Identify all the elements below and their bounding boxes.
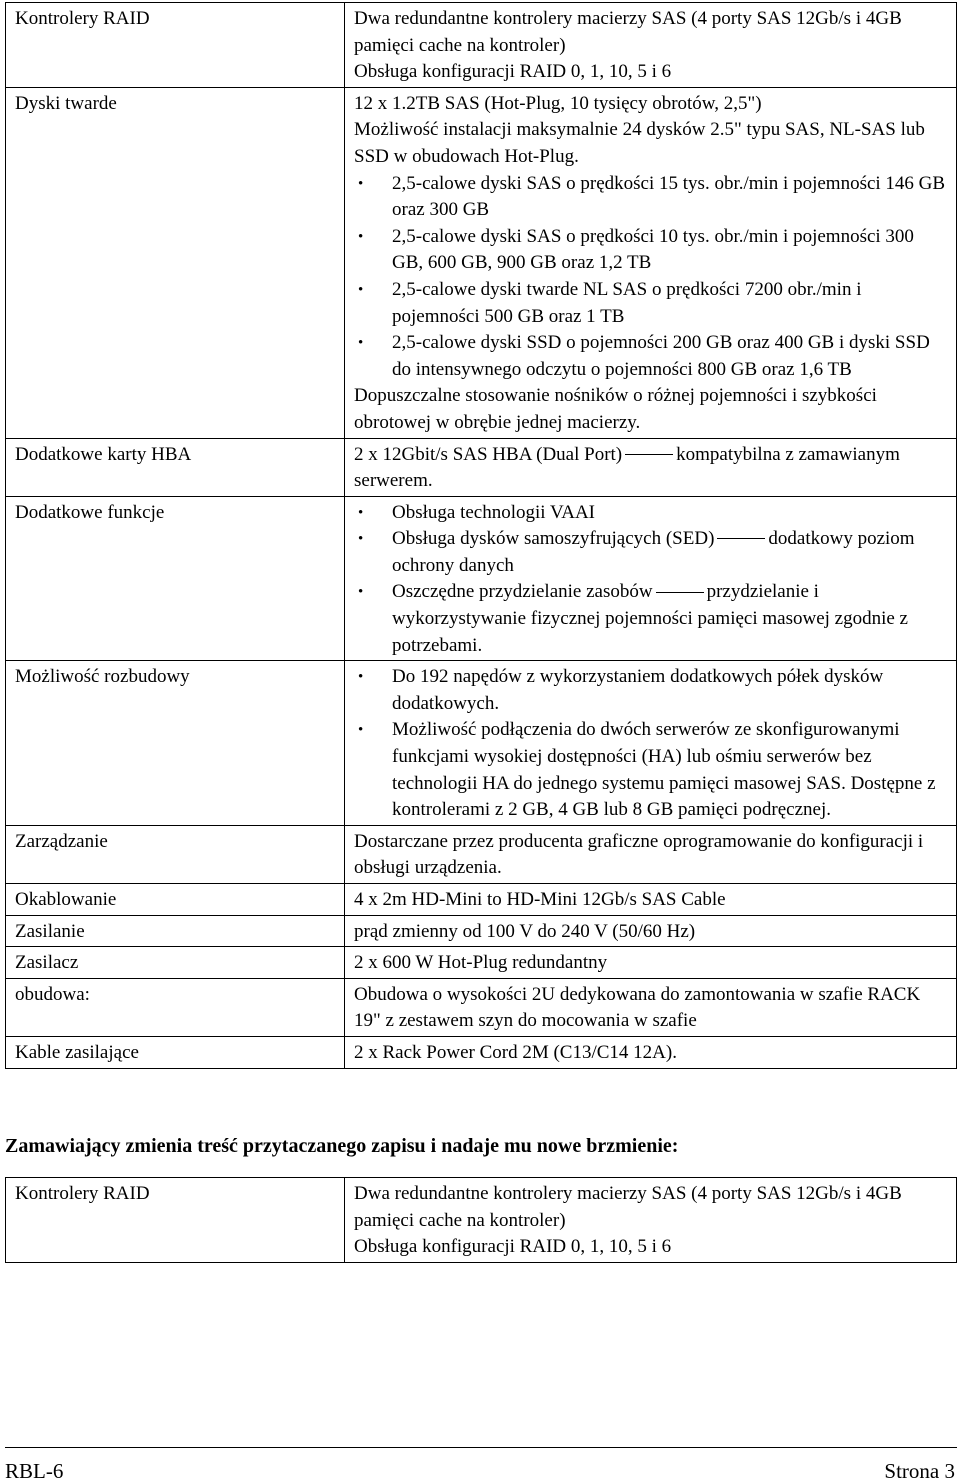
row-value bbox=[345, 496, 957, 661]
table-row bbox=[6, 496, 957, 661]
row-value: 4 x 2m HD-Mini to HD-Mini 12Gb/s SAS Cable bbox=[345, 884, 957, 916]
table-row bbox=[6, 915, 957, 947]
bullet-list bbox=[354, 171, 949, 384]
list-item bbox=[354, 579, 949, 659]
list-item: • 2,5-calowe dyski SAS o prędkości 15 tys. obr./min i pojemności 146 GB oraz 300 GB bbox=[354, 171, 949, 224]
row-value bbox=[345, 3, 957, 88]
row-label: Zasilacz bbox=[6, 947, 345, 979]
list-item bbox=[354, 526, 949, 579]
amended-spec-table bbox=[5, 1177, 957, 1263]
paragraph: Obsługa konfiguracji RAID 0, 1, 10, 5 i 6 bbox=[354, 61, 672, 83]
text-segment: przydzielanie i wykorzystywanie fizycznej pojemności pamięci masowej zgodnie z potrzebami. bbox=[392, 581, 908, 656]
table-row bbox=[6, 947, 957, 979]
em-dash bbox=[625, 454, 673, 455]
bullet-list bbox=[354, 664, 949, 824]
section-heading: Zamawiający zmienia treść przytaczanego zapisu i nadaje mu nowe brzmienie: bbox=[5, 1135, 679, 1157]
paragraph: Dwa redundantne kontrolery macierzy SAS (4 porty SAS 12Gb/s i 4GB pamięci cache na kontroler) bbox=[354, 8, 902, 56]
row-value: Dostarczane przez producenta graficzne oprogramowanie do konfiguracji i obsługi urządzenia. bbox=[345, 825, 957, 883]
list-item: • Obsługa technologii VAAI bbox=[354, 500, 949, 527]
row-label: Zarządzanie bbox=[6, 825, 345, 883]
row-label: Kontrolery RAID bbox=[6, 1178, 345, 1263]
row-label: Dodatkowe karty HBA bbox=[6, 438, 345, 496]
row-label: Kontrolery RAID bbox=[6, 3, 345, 88]
row-label: Okablowanie bbox=[6, 884, 345, 916]
text-segment: dodatkowy poziom ochrony danych bbox=[392, 528, 915, 576]
list-item: • Do 192 napędów z wykorzystaniem dodatkowych półek dysków dodatkowych. bbox=[354, 664, 949, 717]
list-item: • 2,5-calowe dyski SAS o prędkości 10 tys. obr./min i pojemności 300 GB, 600 GB, 900 GB oraz 1,2 TB bbox=[354, 224, 949, 277]
table-row bbox=[6, 661, 957, 826]
em-dash bbox=[656, 592, 704, 593]
spec-table bbox=[5, 2, 957, 1069]
row-value bbox=[345, 438, 957, 496]
row-label: Możliwość rozbudowy bbox=[6, 661, 345, 826]
row-label: Dyski twarde bbox=[6, 87, 345, 438]
table-row bbox=[6, 1178, 957, 1263]
row-value: 2 x Rack Power Cord 2M (C13/C14 12A). bbox=[345, 1036, 957, 1068]
paragraph: Dwa redundantne kontrolery macierzy SAS (4 porty SAS 12Gb/s i 4GB pamięci cache na kontroler) bbox=[354, 1183, 902, 1231]
row-label: Kable zasilające bbox=[6, 1036, 345, 1068]
table-row bbox=[6, 825, 957, 883]
table-row bbox=[6, 884, 957, 916]
table-row bbox=[6, 87, 957, 438]
paragraph: Dopuszczalne stosowanie nośników o różnej pojemności i szybkości obrotowej w obrębie jednej macierzy. bbox=[354, 385, 877, 433]
table-row bbox=[6, 1036, 957, 1068]
list-item: • 2,5-calowe dyski SSD o pojemności 200 GB oraz 400 GB i dyski SSD do intensywnego odczytu o pojemności 800 GB oraz 1,6 TB bbox=[354, 330, 949, 383]
footer-page-number: Strona 3 bbox=[884, 1459, 955, 1483]
row-value: 2 x 600 W Hot-Plug redundantny bbox=[345, 947, 957, 979]
table-row bbox=[6, 3, 957, 88]
text-segment: Oszczędne przydzielanie zasobów bbox=[392, 581, 653, 603]
row-label: Dodatkowe funkcje bbox=[6, 496, 345, 661]
row-label: obudowa: bbox=[6, 978, 345, 1036]
row-value: Obudowa o wysokości 2U dedykowana do zamontowania w szafie RACK 19" z zestawem szyn do mocowania w szafie bbox=[345, 978, 957, 1036]
table-row bbox=[6, 978, 957, 1036]
paragraph: Obsługa konfiguracji RAID 0, 1, 10, 5 i 6 bbox=[354, 1236, 672, 1258]
row-value bbox=[345, 661, 957, 826]
list-item: • Możliwość podłączenia do dwóch serwerów ze skonfigurowanymi funkcjami wysokiej dostępności (HA) lub ośmiu serwerów bez technologii HA do jednego systemu pamięci masowej SAS. Dostępne z kontrolerami z 2 GB, 4 GB lub 8 GB pamięci podręcznej. bbox=[354, 717, 949, 823]
em-dash bbox=[717, 538, 765, 539]
table-row bbox=[6, 438, 957, 496]
bullet-list bbox=[354, 500, 949, 660]
paragraph bbox=[354, 442, 949, 495]
paragraph: Możliwość instalacji maksymalnie 24 dysków 2.5" typu SAS, NL-SAS lub SSD w obudowach Hot-Plug. bbox=[354, 119, 925, 167]
footer-divider bbox=[5, 1447, 957, 1448]
row-value bbox=[345, 1178, 957, 1263]
text-segment: Obsługa dysków samoszyfrujących (SED) bbox=[392, 528, 715, 550]
row-label: Zasilanie bbox=[6, 915, 345, 947]
paragraph: 12 x 1.2TB SAS (Hot-Plug, 10 tysięcy obrotów, 2,5") bbox=[354, 92, 762, 114]
text-segment: kompatybilna z zamawianym serwerem. bbox=[354, 443, 900, 492]
list-item: • 2,5-calowe dyski twarde NL SAS o prędkości 7200 obr./min i pojemności 500 GB oraz 1 TB bbox=[354, 277, 949, 330]
footer-doc-id: RBL-6 bbox=[5, 1459, 64, 1483]
row-value bbox=[345, 87, 957, 438]
row-value: prąd zmienny od 100 V do 240 V (50/60 Hz) bbox=[345, 915, 957, 947]
text-segment: 2 x 12Gbit/s SAS HBA (Dual Port) bbox=[354, 443, 623, 465]
